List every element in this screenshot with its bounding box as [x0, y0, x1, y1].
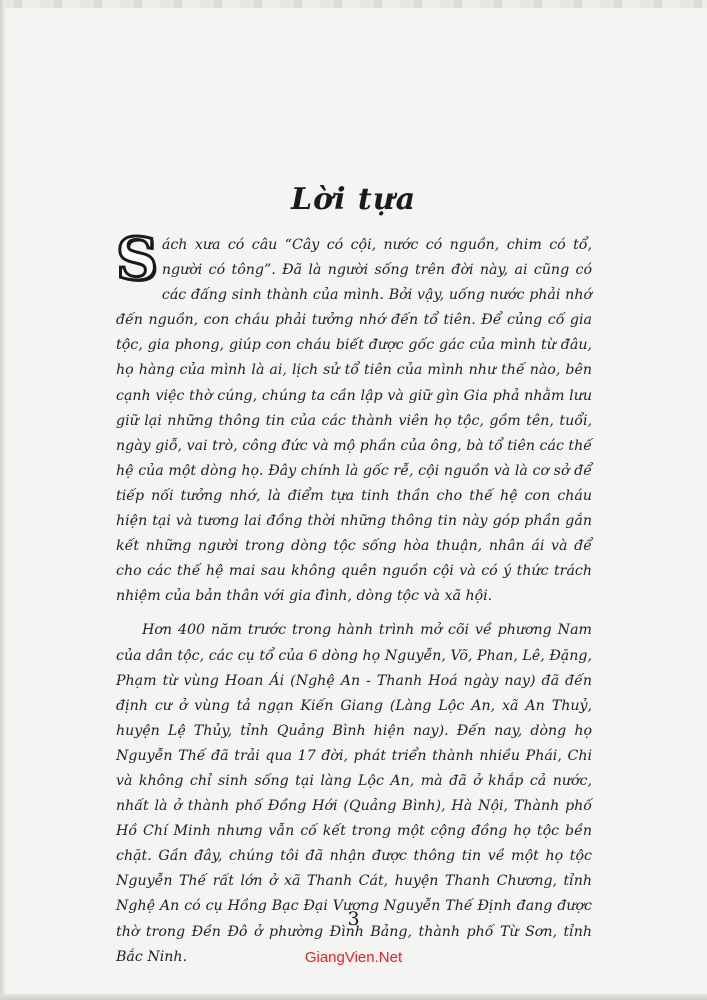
- page-title: Lời tựa: [290, 182, 417, 217]
- paragraph-1-text: ách xưa có câu “Cây có cội, nước có nguồn, chim có tổ, người có tông”. Đã là người sống trên đời này, ai cũng có các đấng sinh thành của mình. Bởi vậy, uống nước phải nhớ đến nguồn, con cháu phải tưởng nhớ đến tổ tiên. Để củng cố gia tộc, gia phong, giúp con cháu biết được gốc gác của mình từ đâu, họ hàng của mình là ai, lịch sử tổ tiên của mình như thế nào, bên cạnh việc thờ cúng, chúng ta cần lập và giữ gìn Gia phả nhằm lưu giữ lại những thông tin của các thành viên họ tộc, gồm tên, tuổi, ngày giỗ, vai trò, công đức và mộ phần của ông, bà tổ tiên các thế hệ của một dòng họ. Đây chính là gốc rễ, cội nguồn và là cơ sở để tiếp nối tưởng nhớ, là điểm tựa tinh thần cho thế hệ con cháu hiện tại và tương lai đồng thời những thông tin này góp phần gắn kết những người trong dòng tộc sống hòa thuận, nhân ái và để cho các thế hệ mai sau không quên nguồn cội và có ý thức trách nhiệm của bản thân với gia đình, dòng tộc và xã hội.: [116, 237, 592, 605]
- preface-body: [116, 225, 592, 970]
- watermark: GiangVien.Net: [304, 949, 403, 966]
- page-number: 3: [347, 908, 360, 930]
- paragraph-1: [116, 225, 592, 609]
- page-bottom-edge: [0, 994, 707, 1000]
- page-left-edge: [0, 0, 6, 1000]
- drop-cap: S: [116, 225, 158, 293]
- page-top-edge: [0, 0, 707, 8]
- paragraph-2: Hơn 400 năm trước trong hành trình mở cõi về phương Nam của dân tộc, các cụ tổ của 6 dòng họ Nguyễn, Võ, Phan, Lê, Đặng, Phạm từ vùng Hoan Ái (Nghệ An - Thanh Hoá ngày nay) đã đến định cư ở vùng tả ngạn Kiến Giang (Làng Lộc An, xã An Thuỷ, huyện Lệ Thủy, tỉnh Quảng Bình hiện nay). Đến nay, dòng họ Nguyễn Thế đã trải qua 17 đời, phát triển thành nhiều Phái, Chi và không chỉ sinh sống tại làng Lộc An, mà đã ở khắp cả nước, nhất là ở thành phố Đồng Hới (Quảng Bình), Hà Nội, Thành phố Hồ Chí Minh nhưng vẫn cố kết trong một cộng đồng họ tộc bền chặt. Gần đây, chúng tôi đã nhận được thông tin về một họ tộc Nguyễn Thế rất lớn ở xã Thanh Cát, huyện Thanh Chương, tỉnh Nghệ An có cụ Hồng Bạc Đại Vương Nguyễn Thế Định đang được thờ trong Đền Đô ở phường Đình Bảng, thành phố Từ Sơn, tỉnh Bắc Ninh.: [116, 622, 592, 965]
